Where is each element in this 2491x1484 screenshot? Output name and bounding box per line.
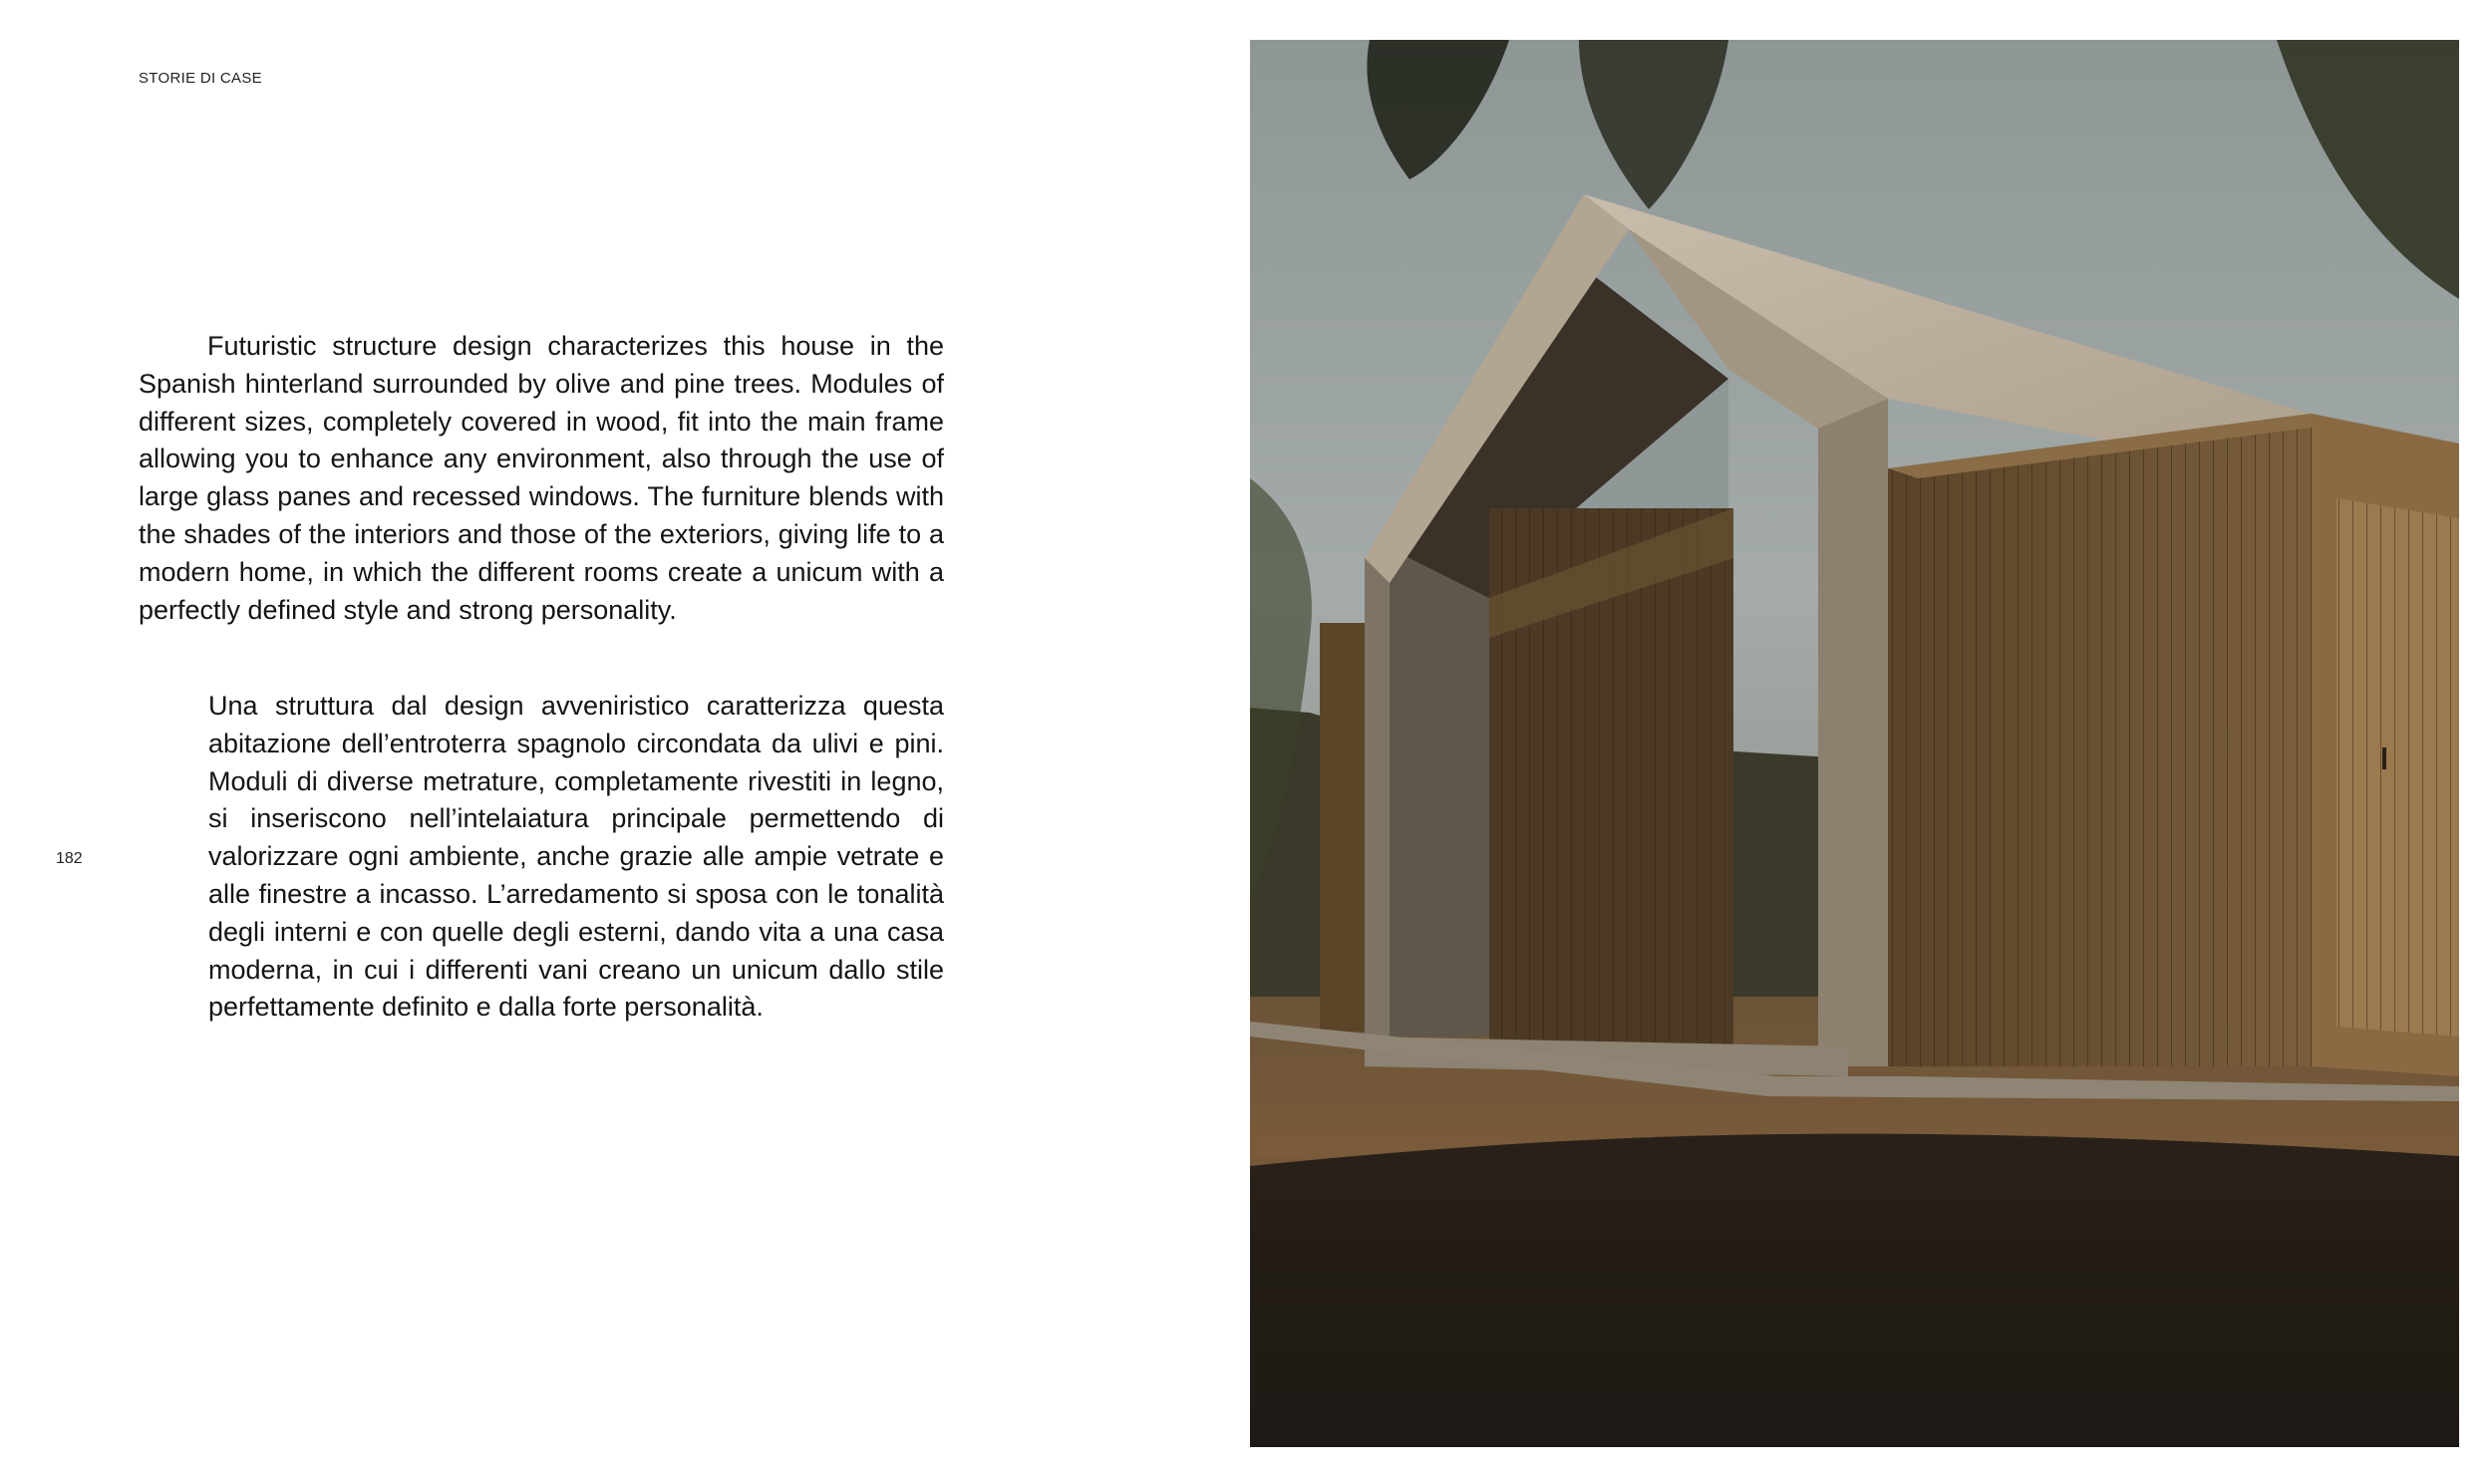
house-photo xyxy=(1250,40,2459,1447)
frame-left-pillar xyxy=(1365,538,1390,1056)
article-text-english: Futuristic structure design characterizes this house in the Spanish hinterland surrounded by olive and pine trees. Modules of different sizes, completely covered in wood, fit into the main frame allowing you to enhance any environment, also through the use of large glass panes and recessed windows. The furniture blends with the shades of the interiors and those of the exteriors, giving life to a modern home, in which the different rooms create a unicum with a perfectly defined style and strong personality. xyxy=(139,331,944,625)
door-handle xyxy=(2382,747,2386,769)
article-text-italian: Una struttura dal design avveniristico caratterizza questa abitazione dell’entroterra spagnolo circondata da ulivi e pini. Moduli di diverse metrature, completamente rivestiti in legno, si inseriscono nell’intelaiatura principale permettendo di valorizzare ogni ambiente, anche grazie alle ampie vetrate e alle finestre a incasso. L’arredamento si sposa con le tonalità degli interni e con quelle degli esterni, dando vita a una casa moderna, in cui i differenti vani creano un unicum dallo stile perfettamente definito e dalla forte personalità. xyxy=(208,691,944,1023)
section-label: STORIE DI CASE xyxy=(139,70,262,87)
house-illustration xyxy=(1250,40,2459,1447)
ground-shadow xyxy=(1250,1134,2459,1447)
left-module xyxy=(1320,623,1365,1032)
page-number: 182 xyxy=(56,850,83,867)
